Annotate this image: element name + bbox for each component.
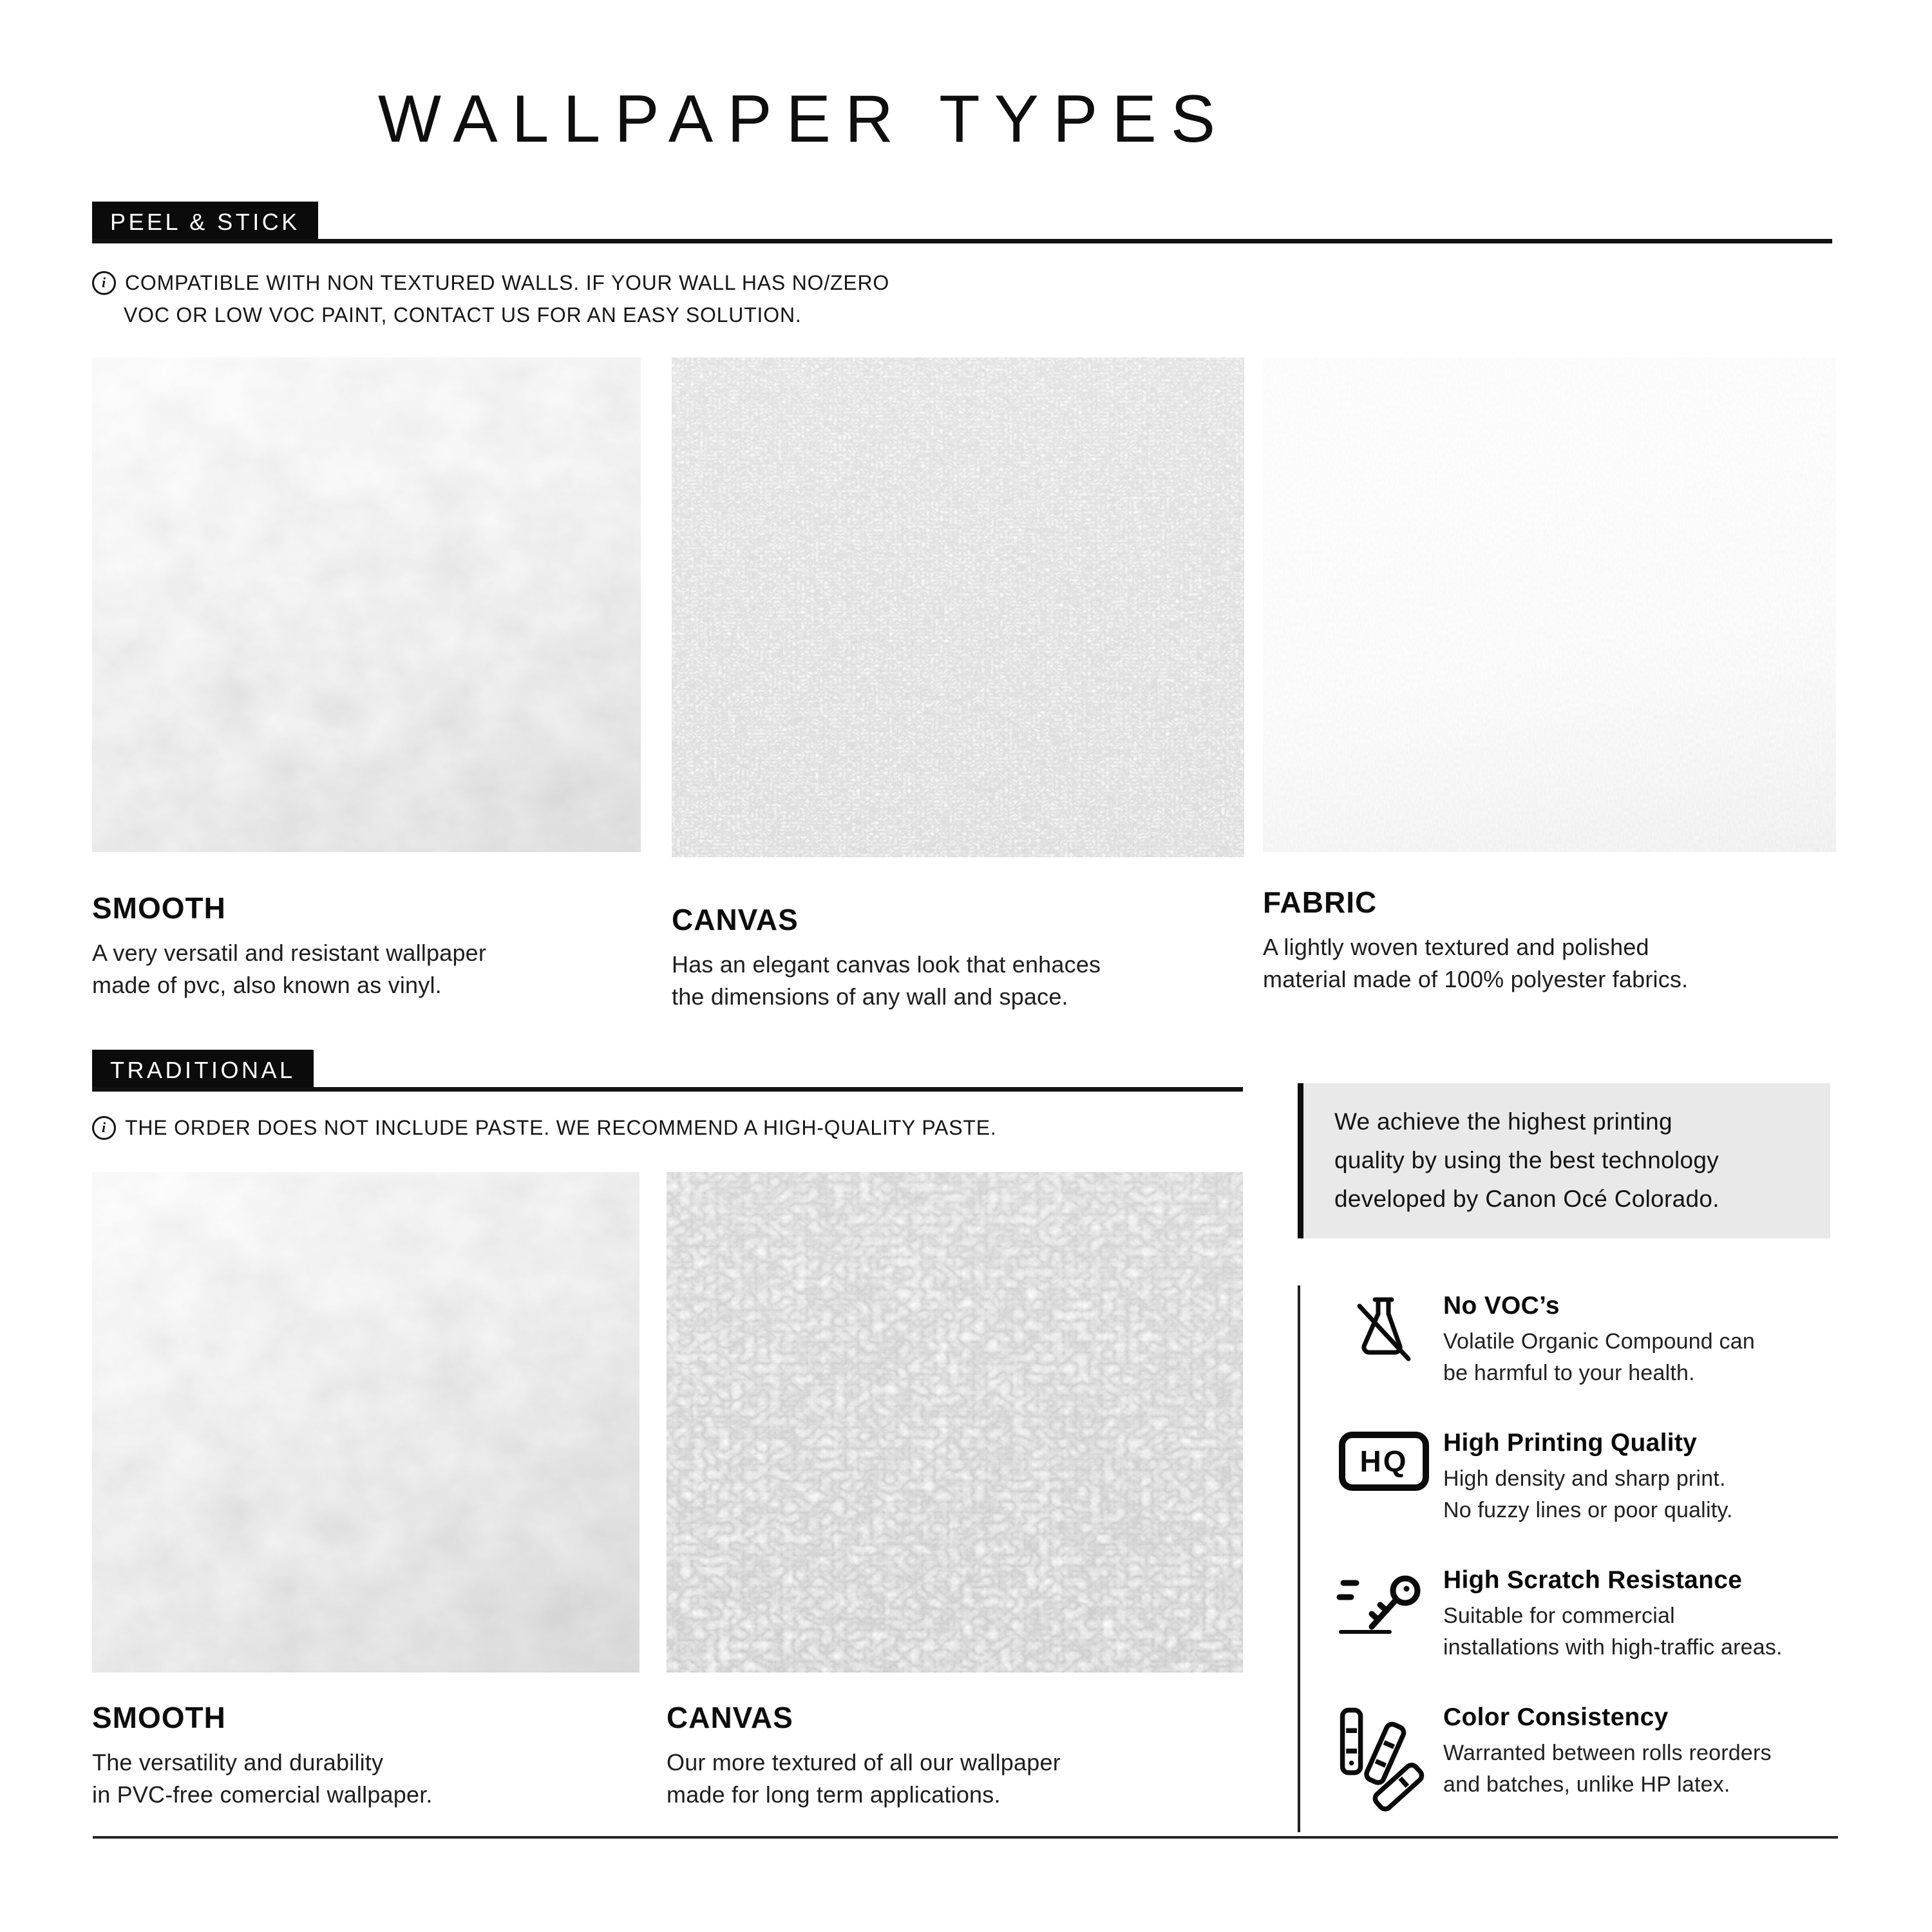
swatch-shading (92, 1172, 639, 1672)
feature-text (1443, 1292, 1755, 1389)
feature-desc-line1: Suitable for commercial (1443, 1604, 1675, 1628)
swatch-desc-line2: material made of 100% polyester fabrics. (1263, 966, 1689, 992)
swatch-label-traditional-smooth (92, 1700, 659, 1811)
feature-text (1443, 1429, 1733, 1526)
texture-swatch-peel-smooth (92, 357, 641, 852)
note-line2: quality by using the best technology (1334, 1147, 1719, 1173)
section-rule-traditional (92, 1087, 1243, 1092)
section-rule-peel-stick (92, 239, 1832, 243)
feature-desc-line1: Warranted between rolls reorders (1443, 1741, 1772, 1765)
feature-title: High Scratch Resistance (1443, 1566, 1743, 1594)
swatch-label-traditional-canvas (667, 1700, 1259, 1811)
swatch-description (92, 1747, 659, 1811)
bottom-divider (93, 1836, 1838, 1839)
swatch-shading (1263, 357, 1836, 852)
page-title: WALLPAPER TYPES (377, 82, 1230, 156)
info-icon (92, 1116, 116, 1140)
peel-stick-info-line2: VOC OR LOW VOC PAINT, CONTACT US FOR AN EASY SOLUTION. (124, 303, 802, 327)
texture-swatch-traditional-smooth (92, 1172, 639, 1672)
feature-desc-line2: be harmful to your health. (1443, 1361, 1695, 1385)
swatch-title: FABRIC (1263, 886, 1378, 919)
feature-text (1443, 1703, 1772, 1801)
feature-high-scratch-resistance (1332, 1566, 1842, 1663)
feature-no-voc (1332, 1292, 1842, 1389)
feature-high-printing-quality (1332, 1429, 1842, 1526)
swatch-shading (92, 357, 641, 852)
swatch-desc-line2: made for long term applications. (667, 1781, 1001, 1808)
feature-description (1443, 1326, 1755, 1389)
traditional-info (92, 1112, 997, 1144)
swatch-title: SMOOTH (92, 1701, 226, 1734)
feature-desc-line2: and batches, unlike HP latex. (1443, 1772, 1730, 1797)
feature-description (1443, 1463, 1733, 1526)
feature-description (1443, 1600, 1783, 1663)
peel-stick-info-line1: COMPATIBLE WITH NON TEXTURED WALLS. IF YOUR WALL HAS NO/ZERO (125, 271, 890, 294)
feature-desc-line2: No fuzzy lines or poor quality. (1443, 1498, 1733, 1522)
swatch-desc-line1: A lightly woven textured and polished (1263, 934, 1649, 960)
swatch-label-peel-fabric (1263, 885, 1855, 996)
swatch-desc-line1: A very versatil and resistant wallpaper (92, 940, 487, 966)
section-badge-traditional: TRADITIONAL (92, 1050, 314, 1091)
swatch-description (667, 1747, 1259, 1811)
feature-desc-line2: installations with high-traffic areas. (1443, 1635, 1783, 1660)
printing-quality-note (1298, 1083, 1830, 1238)
info-icon-letter: i (102, 1119, 106, 1135)
swatch-label-peel-smooth (92, 891, 659, 1001)
swatch-shading (672, 357, 1244, 857)
section-badge-peel-stick: PEEL & STICK (92, 202, 318, 243)
swatch-desc-line1: Has an elegant canvas look that enhaces (672, 951, 1101, 978)
feature-title: High Printing Quality (1443, 1429, 1698, 1457)
swatch-desc-line2: made of pvc, also known as vinyl. (92, 972, 442, 998)
swatch-title: CANVAS (667, 1701, 793, 1734)
texture-swatch-peel-fabric (1263, 357, 1836, 852)
swatch-shading (667, 1172, 1243, 1672)
note-line1: We achieve the highest printing (1334, 1108, 1672, 1135)
swatch-title: CANVAS (672, 903, 799, 936)
color-swatchbook-icon (1332, 1703, 1435, 1778)
feature-title: No VOC’s (1443, 1292, 1560, 1320)
info-icon-letter: i (102, 274, 106, 290)
traditional-info-line1: THE ORDER DOES NOT INCLUDE PASTE. WE RECOMMEND A HIGH-QUALITY PASTE. (125, 1116, 997, 1139)
no-voc-flask-icon (1332, 1292, 1435, 1364)
feature-color-consistency (1332, 1703, 1842, 1801)
swatch-desc-line1: Our more textured of all our wallpaper (667, 1749, 1061, 1776)
feature-list (1298, 1285, 1842, 1832)
feature-desc-line1: Volatile Organic Compound can (1443, 1329, 1755, 1354)
texture-swatch-traditional-canvas (667, 1172, 1243, 1672)
swatch-description (672, 949, 1264, 1013)
swatch-desc-line2: the dimensions of any wall and space. (672, 983, 1068, 1010)
swatch-label-peel-canvas (672, 902, 1264, 1013)
peel-stick-info (92, 267, 889, 331)
hq-letters: HQ (1359, 1444, 1408, 1478)
feature-title: Color Consistency (1443, 1703, 1669, 1731)
swatch-desc-line2: in PVC-free comercial wallpaper. (92, 1781, 433, 1808)
feature-description (1443, 1738, 1772, 1801)
swatch-description (1263, 931, 1855, 996)
swatch-description (92, 937, 659, 1001)
scratch-resistant-key-icon (1332, 1566, 1435, 1636)
texture-swatch-peel-canvas (672, 357, 1244, 857)
feature-text (1443, 1566, 1783, 1663)
hq-badge-icon (1332, 1429, 1435, 1491)
feature-desc-line1: High density and sharp print. (1443, 1466, 1726, 1491)
info-icon (92, 271, 116, 295)
note-line3: developed by Canon Océ Colorado. (1334, 1186, 1719, 1212)
swatch-title: SMOOTH (92, 891, 226, 925)
swatch-desc-line1: The versatility and durability (92, 1749, 384, 1776)
